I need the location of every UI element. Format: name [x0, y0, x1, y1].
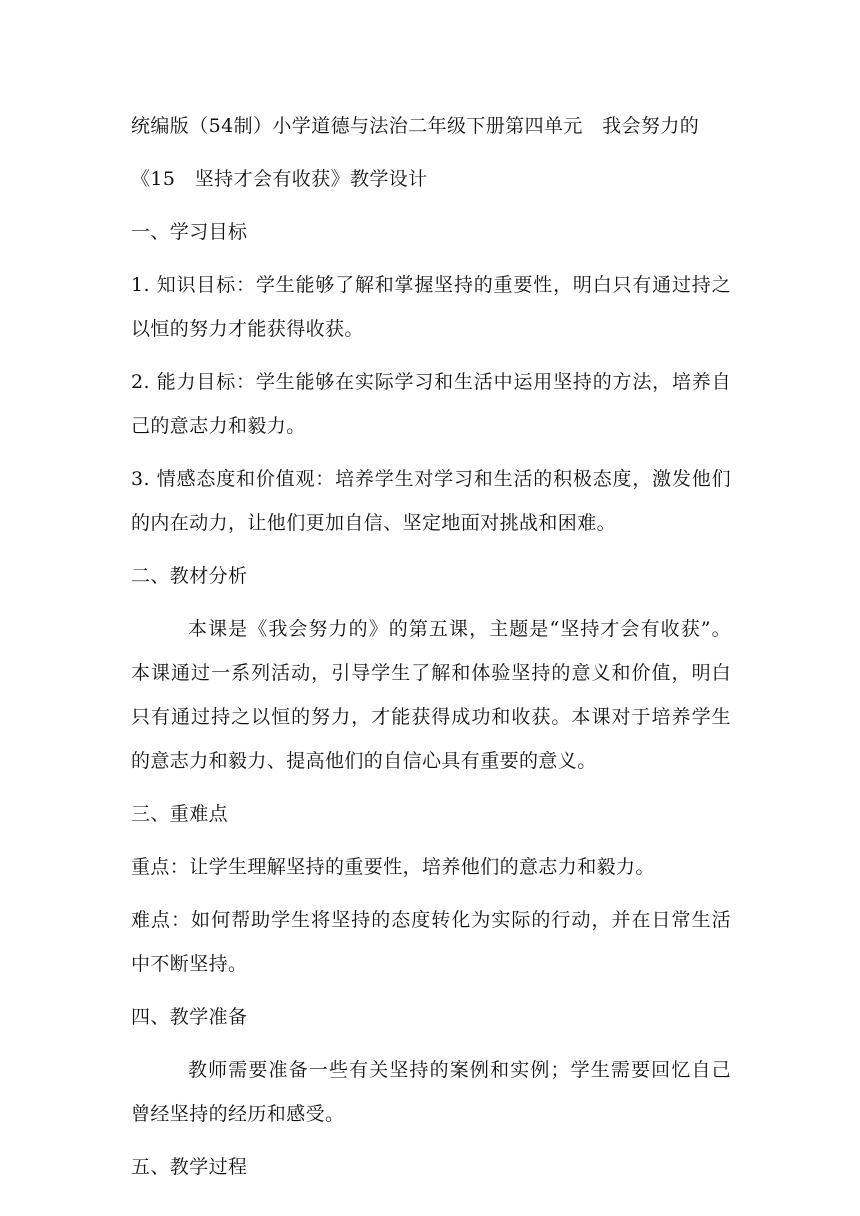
- section-heading-teaching-process: 五、教学过程: [131, 1156, 248, 1178]
- difficult-point: 难点：如何帮助学生将坚持的态度转化为实际的行动，并在日常生活中不断坚持。: [131, 909, 731, 975]
- objective-knowledge: 1. 知识目标：学生能够了解和掌握坚持的重要性，明白只有通过持之以恒的努力才能获得收获。: [131, 274, 731, 340]
- doc-title-line-2: 《15 坚持才会有收获》教学设计: [131, 168, 428, 190]
- section-heading-preparation: 四、教学准备: [131, 1006, 248, 1028]
- objective-ability: 2. 能力目标：学生能够在实际学习和生活中运用坚持的方法，培养自己的意志力和毅力。: [131, 371, 731, 437]
- section-heading-key-difficulties: 三、重难点: [131, 803, 229, 825]
- preparation-paragraph: 教师需要准备一些有关坚持的案例和实例；学生需要回忆自己曾经坚持的经历和感受。: [131, 1059, 731, 1125]
- section-heading-material-analysis: 二、教材分析: [131, 565, 248, 587]
- document-page: [131, 104, 731, 1189]
- material-analysis-paragraph: 本课是《我会努力的》的第五课，主题是“坚持才会有收获”。本课通过一系列活动，引导学生了解和体验坚持的意义和价值，明白只有通过持之以恒的努力，才能获得成功和收获。本课对于培养学生的意志力和毅力、提高他们的自信心具有重要的意义。: [131, 618, 731, 772]
- section-heading-objectives: 一、学习目标: [131, 221, 248, 243]
- doc-title-line-1: 统编版（54制）小学道德与法治二年级下册第四单元 我会努力的: [131, 115, 700, 137]
- key-point: 重点：让学生理解坚持的重要性，培养他们的意志力和毅力。: [131, 856, 655, 878]
- objective-attitude: 3. 情感态度和价值观：培养学生对学习和生活的积极态度，激发他们的内在动力，让他们更加自信、坚定地面对挑战和困难。: [131, 468, 731, 534]
